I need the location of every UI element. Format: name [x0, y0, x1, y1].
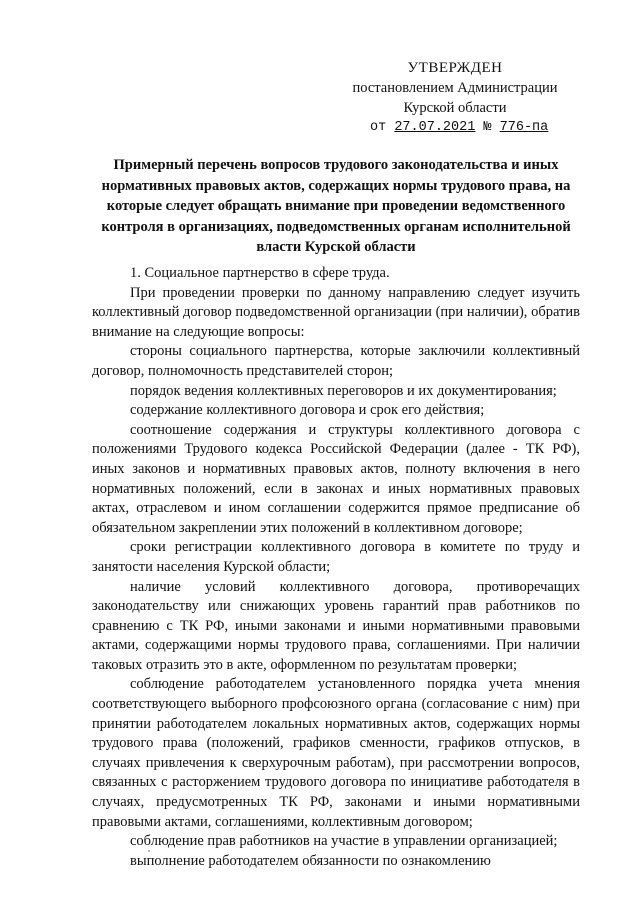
- paragraph: стороны социального партнерства, которые заключили коллективный договор, полномочность представителей сторон;: [92, 343, 580, 379]
- paragraph: содержание коллективного договора и срок его действия;: [130, 402, 485, 419]
- paragraph: сроки регистрации коллективного договора в комитете по труду и занятости населения Курской области;: [92, 539, 580, 575]
- paragraph: При проведении проверки по данному направлению следует изучить коллективный договор подведомственной организации (при наличии), обратив внимание на следующие вопросы:: [92, 284, 580, 340]
- approval-number: 776-па: [499, 120, 549, 135]
- approval-stamp: [330, 58, 580, 138]
- paragraph: выполнение работодателем обязанности по ознакомлению: [130, 852, 491, 869]
- approval-line-2: Курской области: [403, 100, 507, 116]
- approval-line-1: постановлением Администрации: [352, 80, 558, 96]
- approval-date-number: [330, 118, 580, 138]
- approval-heading: УТВЕРЖДЕН: [407, 60, 503, 76]
- number-prefix: №: [475, 120, 500, 135]
- paragraph: наличие условий коллективного договора, противоречащих законодательству или снижающих уровень гарантий прав работников по сравнению с ТК РФ, иными законами и иными нормативными правовыми актами, содержащими нормы трудового права, соглашениями. При наличии таковых отразить это в акте, оформленном по результатам проверки;: [92, 578, 580, 673]
- document-body: [92, 264, 580, 871]
- approval-date: 27.07.2021: [394, 120, 476, 135]
- date-prefix: от: [370, 120, 395, 135]
- paragraph: соотношение содержания и структуры коллективного договора с положениями Трудового кодекса Российской Федерации (далее - ТК РФ), иных законов и нормативных правовых актов, полноту включения в него нормативных положений, если в законах и иных нормативных правовых актах, отраслевом и ином соглашении содержится прямое предписание об обязательном закреплении этих положений в коллективном договоре;: [92, 421, 580, 536]
- paragraph: порядок ведения коллективных переговоров и их документирования;: [130, 382, 557, 399]
- document-title: Примерный перечень вопросов трудового законодательства и иных нормативных правовых актов, содержащих нормы трудового права, на которые следует обращать внимание при проведении ведомственного контроля в организациях, подведомственных органам исполнительной власти Курской области: [101, 157, 571, 255]
- paragraph: соблюдение прав работников на участие в управлении организацией;: [130, 833, 558, 850]
- paragraph: 1. Социальное партнерство в сфере труда.: [130, 265, 390, 281]
- scan-speck: [148, 850, 150, 852]
- paragraph: соблюдение работодателем установленного порядка учета мнения соответствующего выборного профсоюзного органа (согласование с ним) при принятии работодателем локальных нормативных актов, содержащих нормы трудового права (положений, графиков сменности, графиков отпусков, в случаях привлечения к сверхурочным работам), при рассмотрении вопросов, связанных с расторжением трудового договора по инициативе работодателя в случаях, предусмотренных ТК РФ, законами и иными нормативными правовыми актами, соглашениями, коллективным договором;: [92, 676, 580, 830]
